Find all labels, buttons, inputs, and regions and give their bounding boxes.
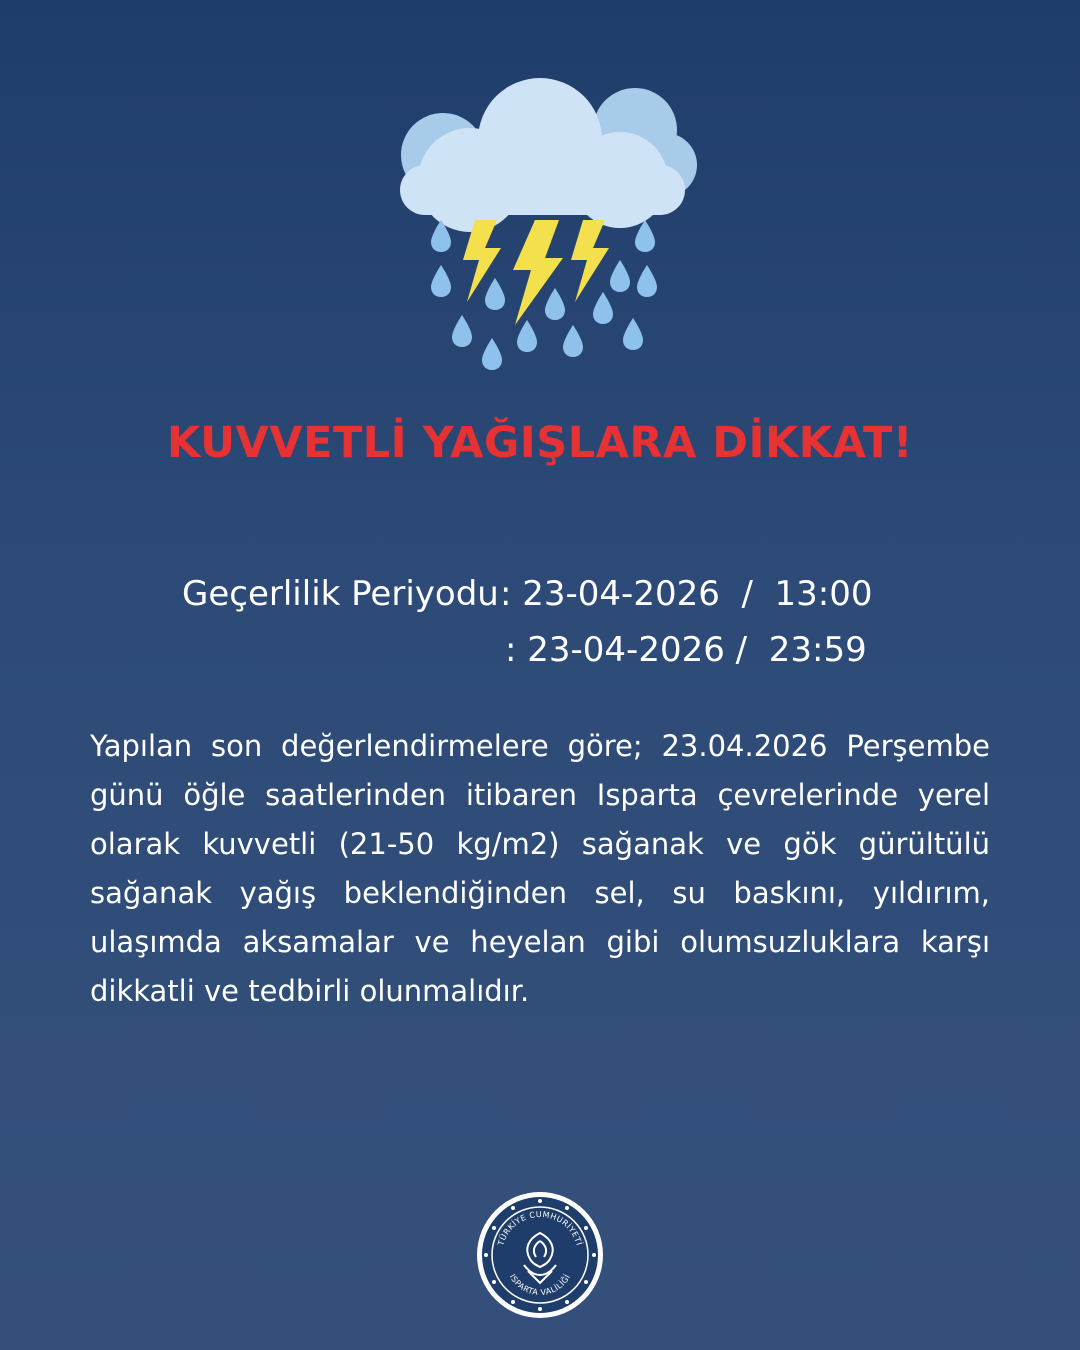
- seal-bottom-text: ISPARTA VALİLİĞİ: [507, 1272, 573, 1298]
- alert-description: Yapılan son değerlendirmelere göre; 23.04.2026 Perşembe günü öğle saatlerinden itibaren Isparta çevrelerinde yerel olarak kuvvetli (21-50 kg/m2) sağanak ve gök gürültülü sağanak yağış beklendiğinden sel, su baskını, yıldırım, ulaşımda aksamalar ve heyelan gibi olumsuzluklara karşı dikkatli ve tedbirli olunmalıdır.: [90, 729, 990, 1008]
- alert-title: KUVVETLİ YAĞIŞLARA DİKKAT!: [167, 418, 913, 468]
- seal-top-text: TÜRKİYE CUMHURİYETİ: [496, 1209, 584, 1247]
- thunderstorm-rain-cloud-icon: [375, 70, 715, 380]
- validity-end: : 23-04-2026 / 23:59: [505, 630, 867, 670]
- validity-period-label: Geçerlilik Periyodu: [182, 574, 499, 614]
- isparta-valiligi-seal-icon: [474, 1189, 606, 1321]
- lightning-bolts: [463, 220, 609, 325]
- validity-period: [0, 570, 1080, 690]
- validity-start: : 23-04-2026 / 13:00: [500, 574, 873, 614]
